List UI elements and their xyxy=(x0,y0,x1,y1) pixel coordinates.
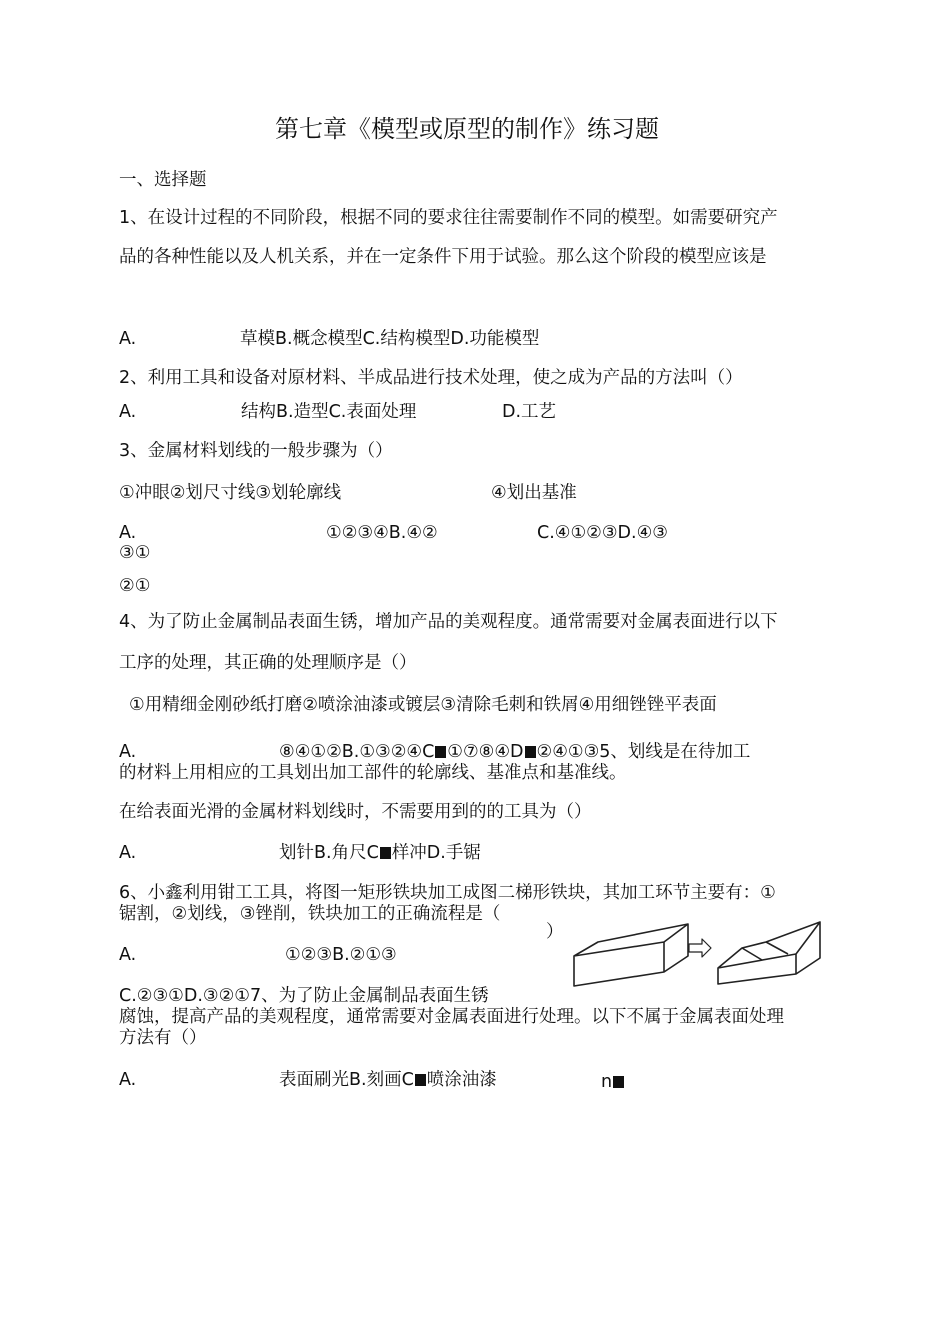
question-4-options xyxy=(279,742,750,762)
question-4-line-1: 4、为了防止金属制品表面生锈，增加产品的美观程度。通常需要对金属表面进行以下 xyxy=(119,612,778,632)
redaction-box xyxy=(613,1076,624,1088)
question-5-options-part-1: 划针B.角尺C xyxy=(279,843,379,863)
question-5-options xyxy=(279,843,481,863)
question-7-line-3: 方法有（） xyxy=(119,1028,207,1048)
question-5-line-1: 的材料上用相应的工具划出加工部件的轮廓线、基准点和基准线。 xyxy=(119,763,627,783)
question-5-option-a: A. xyxy=(119,843,137,863)
question-4-line-2: 工序的处理，其正确的处理顺序是（） xyxy=(119,653,417,673)
question-5-options-part-2: 样冲D.手锯 xyxy=(391,843,481,863)
question-7-option-d-letter: n xyxy=(601,1072,613,1092)
question-1-options: 草模B.概念模型C.结构模型D.功能模型 xyxy=(240,329,540,349)
question-7-option-d xyxy=(601,1072,625,1092)
question-4-options-part-1: ⑧④①②B.①③②④C xyxy=(279,742,435,762)
question-7-option-a: A. xyxy=(119,1070,137,1090)
question-6-paren: ） xyxy=(546,922,564,942)
question-1-line-1: 1、在设计过程的不同阶段，根据不同的要求往往需要制作不同的模型。如需要研究产 xyxy=(119,208,778,228)
question-6-line-2: 锯割，②划线，③锉削，铁块加工的正确流程是（ xyxy=(119,904,501,924)
question-7-options-part-2: 喷涂油漆 xyxy=(426,1070,497,1090)
block-transformation-figure xyxy=(566,908,830,992)
question-7-line-1: C.②③①D.③②①7、为了防止金属制品表面生锈 xyxy=(119,986,489,1006)
question-3-wrap-1: ③① xyxy=(119,543,151,563)
rectangular-block-figure xyxy=(574,924,688,986)
question-2-option-a: A. xyxy=(119,402,137,422)
question-3-option-c: C.④①②③D.④③ xyxy=(537,523,668,543)
page-title: 第七章《模型或原型的制作》练习题 xyxy=(275,115,659,143)
redaction-box xyxy=(525,746,536,758)
question-6-options: ①②③B.②①③ xyxy=(285,945,397,965)
question-1-option-a: A. xyxy=(119,329,137,349)
redaction-box xyxy=(415,1074,426,1086)
question-4-options-part-3: ②④①③5、划线是在待加工 xyxy=(536,742,751,762)
redaction-box xyxy=(380,847,391,859)
question-3-steps: ①冲眼②划尺寸线③划轮廓线 xyxy=(119,483,342,503)
question-3-step-4: ④划出基准 xyxy=(491,483,577,503)
question-7-options-part-1: 表面刷光B.刻画C xyxy=(279,1070,414,1090)
question-4-steps: ①用精细金刚砂纸打磨②喷涂油漆或镀层③清除毛刺和铁屑④用细锉锉平表面 xyxy=(129,695,717,715)
question-2-option-d: D.工艺 xyxy=(502,402,557,422)
question-2-options: 结构B.造型C.表面处理 xyxy=(241,402,417,422)
question-4-option-a: A. xyxy=(119,742,137,762)
question-1-line-2: 品的各种性能以及人机关系，并在一定条件下用于试验。那么这个阶段的模型应该是 xyxy=(119,247,767,267)
question-3-stem: 3、金属材料划线的一般步骤为（） xyxy=(119,441,393,461)
question-3-option-a: A. xyxy=(119,523,137,543)
question-6-option-a: A. xyxy=(119,945,137,965)
question-3-wrap-2: ②① xyxy=(119,576,151,596)
question-6-line-1: 6、小鑫利用钳工工具，将图一矩形铁块加工成图二梯形铁块，其加工环节主要有：① xyxy=(119,883,776,903)
trapezoid-block-figure xyxy=(718,922,820,984)
question-2-stem: 2、利用工具和设备对原材料、半成品进行技术处理，使之成为产品的方法叫（） xyxy=(119,368,743,388)
section-heading: 一、选择题 xyxy=(119,170,207,190)
arrow-icon xyxy=(689,939,711,957)
question-4-options-part-2: ①⑦⑧④D xyxy=(447,742,524,762)
question-7-options xyxy=(279,1070,497,1090)
redaction-box xyxy=(435,746,446,758)
question-3-option-b: ①②③④B.④② xyxy=(326,523,438,543)
question-5-line-2: 在给表面光滑的金属材料划线时，不需要用到的的工具为（） xyxy=(119,802,592,822)
question-7-line-2: 腐蚀，提高产品的美观程度，通常需要对金属表面进行处理。以下不属于金属表面处理 xyxy=(119,1007,784,1027)
